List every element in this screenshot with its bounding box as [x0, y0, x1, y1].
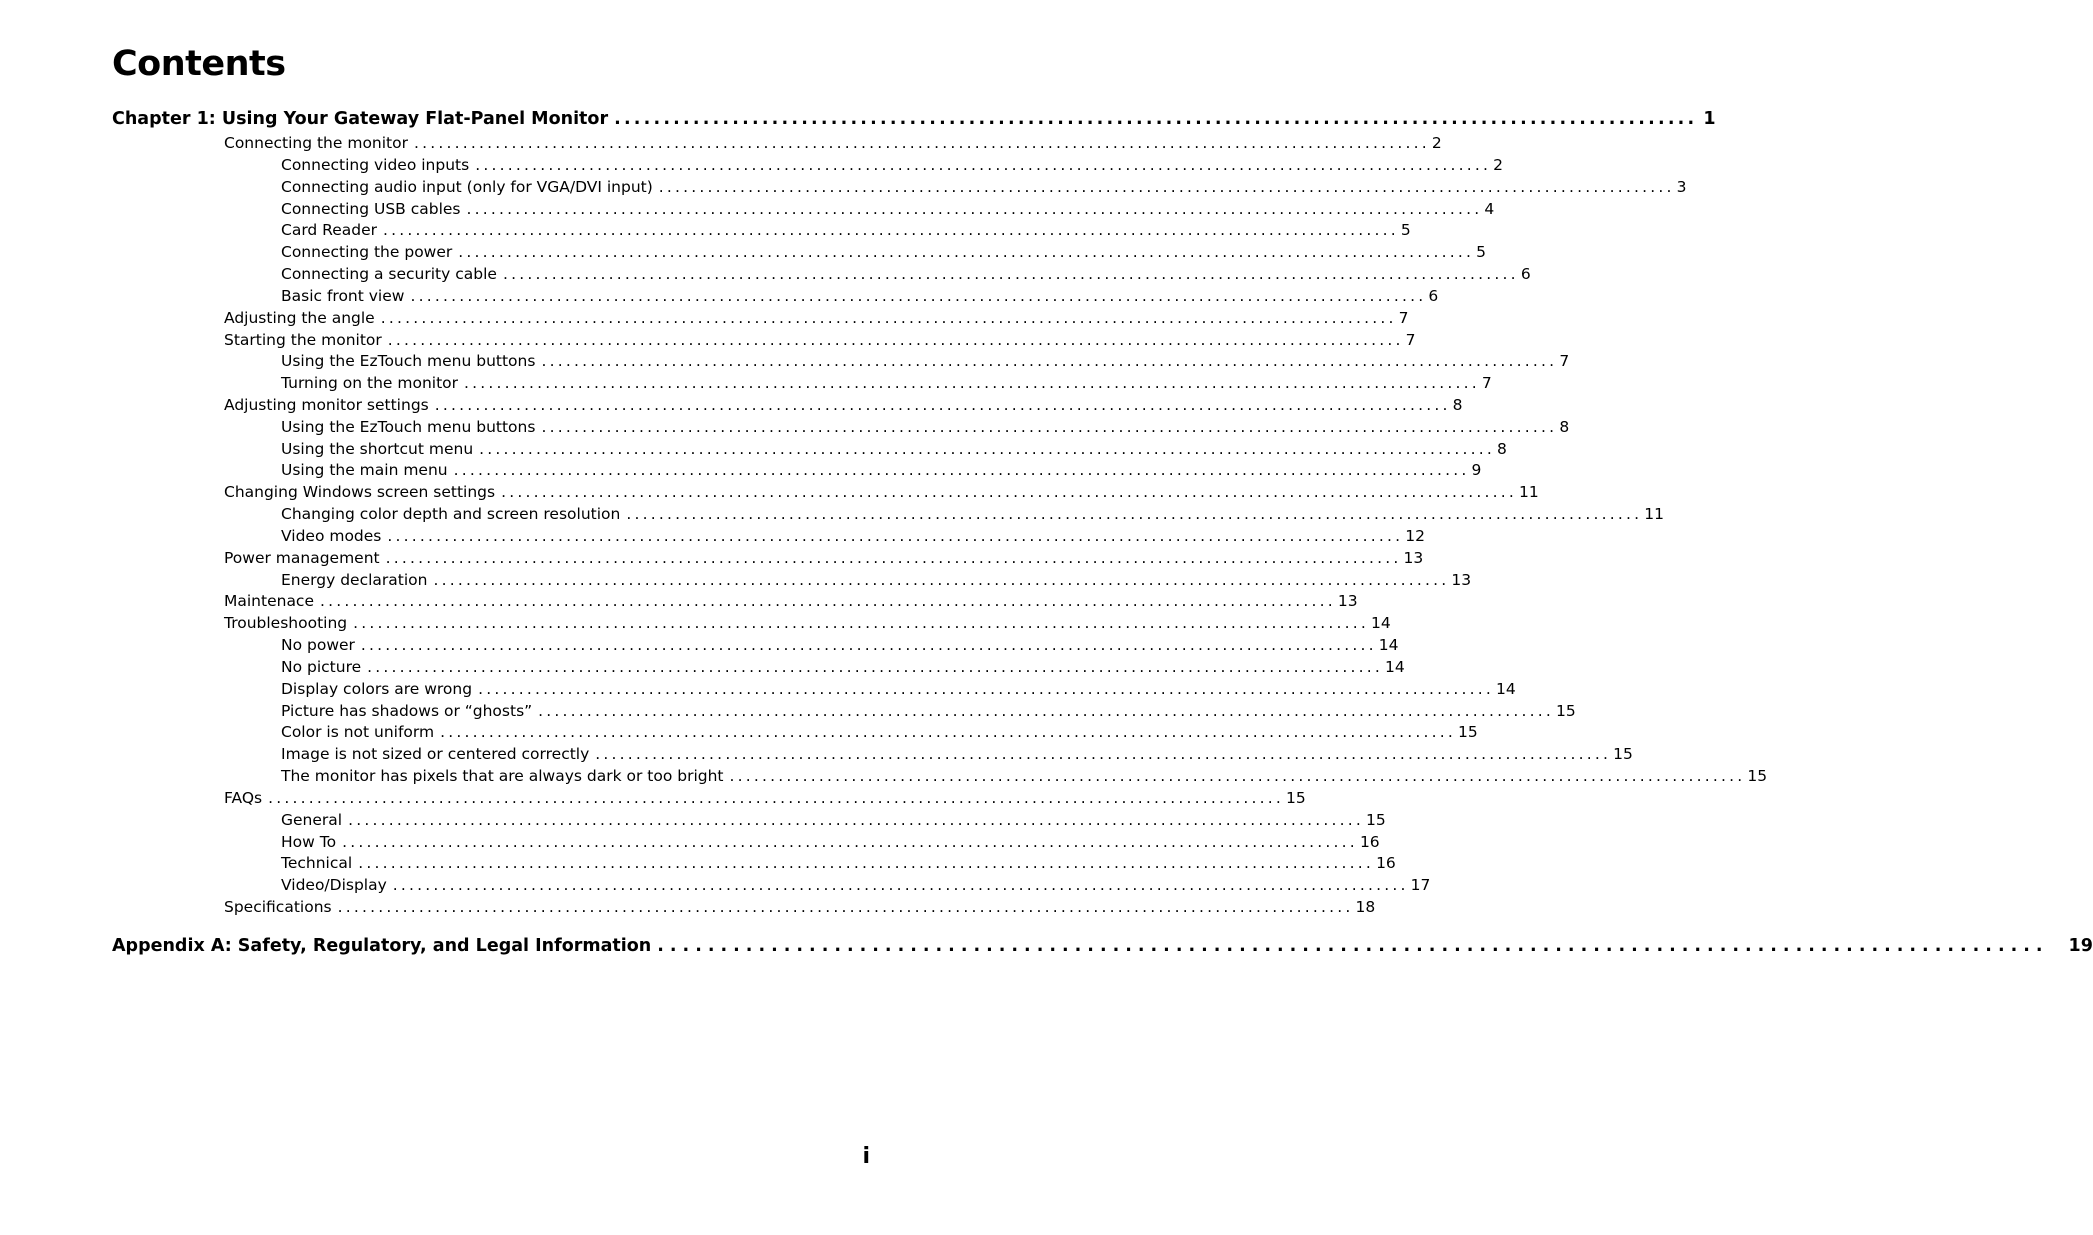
toc-label: Image is not sized or centered correctly: [281, 745, 590, 763]
toc-page-number: 13: [1451, 571, 1472, 589]
toc-page-number: 15: [1747, 767, 1768, 785]
toc-label: Basic front view: [281, 287, 405, 305]
toc-label: Using the EzTouch menu buttons: [281, 418, 536, 436]
toc-label: Energy declaration: [281, 571, 428, 589]
toc-chapter-prefix: Chapter 1:: [112, 109, 216, 129]
dot-leader: .............................................................................................................................: [414, 134, 1430, 152]
toc-page-number: 8: [1559, 418, 1570, 436]
toc-page-number: 18: [1355, 898, 1376, 916]
toc-label: Maintenace: [224, 592, 314, 610]
toc-entry[interactable]: [281, 852, 1396, 874]
toc-entry[interactable]: [281, 219, 1411, 241]
toc-label: No picture: [281, 658, 362, 676]
toc-page-number: 8: [1497, 440, 1507, 458]
dot-leader: .............................................................................................................................: [387, 331, 1404, 349]
toc-page-number: 16: [1359, 833, 1380, 851]
toc-chapter-1[interactable]: [112, 106, 1716, 132]
toc-label: Video/Display: [281, 876, 387, 894]
toc-label: Card Reader: [281, 221, 378, 239]
toc-entry[interactable]: [224, 896, 1376, 918]
dot-leader: .............................................................................................................................: [626, 505, 1643, 523]
toc-label: Connecting USB cables: [281, 200, 461, 218]
toc-label: Changing Windows screen settings: [224, 483, 496, 501]
toc-label: FAQs: [224, 789, 263, 807]
dot-leader: .............................................................................................................................: [380, 309, 1397, 327]
toc-label: The monitor has pixels that are always dark or too bright: [281, 767, 724, 785]
toc-label: Using the shortcut menu: [281, 440, 474, 458]
toc-page-number: 1: [1703, 109, 1716, 129]
toc-label: Specifications: [224, 898, 332, 916]
toc-entry[interactable]: [281, 700, 1576, 722]
toc-page-number: 11: [1518, 483, 1539, 501]
toc-entry[interactable]: [281, 765, 1768, 787]
toc-entry[interactable]: [281, 350, 1570, 372]
dot-leader: .............................................................................................................................: [478, 680, 1494, 698]
toc-entry[interactable]: [224, 590, 1358, 612]
toc-entry[interactable]: [224, 329, 1416, 351]
toc-page-number: 15: [1457, 723, 1478, 741]
toc-label: Using the EzTouch menu buttons: [281, 352, 536, 370]
toc-page-number: 7: [1405, 331, 1416, 349]
toc-entry[interactable]: [281, 241, 1487, 263]
dot-leader: .............................................................................................................................: [353, 614, 1369, 632]
toc-label: General: [281, 811, 343, 829]
toc-entry[interactable]: [281, 198, 1495, 220]
dot-leader: .............................................................................................................................: [658, 178, 1675, 196]
dot-leader: .............................................................................................................................: [440, 723, 1456, 741]
toc-page-number: 13: [1403, 549, 1424, 567]
toc-page-number: 15: [1365, 811, 1386, 829]
toc-page-number: 7: [1398, 309, 1409, 327]
toc-entry[interactable]: [281, 263, 1531, 285]
toc-page-number: 14: [1495, 680, 1516, 698]
toc-page-number: 15: [1556, 702, 1576, 720]
toc-entry[interactable]: [281, 438, 1507, 460]
toc-entry[interactable]: [224, 612, 1391, 634]
toc-page-number: 6: [1428, 287, 1439, 305]
dot-leader: .............................................................................................................................: [268, 789, 1284, 807]
toc-page-number: 14: [1371, 614, 1391, 632]
toc-entry[interactable]: [281, 372, 1492, 394]
toc-label: Technical: [281, 854, 353, 872]
toc-label: Adjusting the angle: [224, 309, 375, 327]
toc-label: Connecting the power: [281, 243, 453, 261]
toc-page-number: 14: [1378, 636, 1399, 654]
toc-label: Connecting audio input (only for VGA/DVI input): [281, 178, 653, 196]
dot-leader: .............................................................................................................................: [538, 702, 1555, 720]
toc-label: How To: [281, 833, 337, 851]
dot-leader: .............................................................................................................................: [433, 571, 1450, 589]
toc-page-number: 15: [1285, 789, 1306, 807]
toc-page-number: 12: [1405, 527, 1425, 545]
dot-leader: .............................................................................................................................: [320, 592, 1336, 610]
dot-leader: .............................................................................................................................: [595, 745, 1612, 763]
dot-leader: .............................................................................................................................: [367, 658, 1384, 676]
toc-entry[interactable]: [281, 459, 1482, 481]
dot-leader: .............................................................................................................................: [358, 854, 1375, 872]
toc-entry[interactable]: [281, 634, 1399, 656]
toc-entry[interactable]: [224, 394, 1463, 416]
toc-page-number: 17: [1410, 876, 1431, 894]
toc-entry[interactable]: [281, 416, 1570, 438]
toc-entry[interactable]: [281, 569, 1472, 591]
dot-leader: ..............................................................................................................: [614, 109, 1698, 129]
toc-page-number: 19: [2068, 936, 2093, 956]
toc-label: Troubleshooting: [224, 614, 348, 632]
toc-entry[interactable]: [281, 678, 1516, 700]
toc-entry[interactable]: [281, 656, 1405, 678]
dot-leader: .............................................................................................................................: [466, 200, 1483, 218]
dot-leader: .............................................................................................................................: [479, 440, 1496, 458]
dot-leader: .............................................................................................................................: [729, 767, 1746, 785]
toc-page-number: 15: [1613, 745, 1633, 763]
dot-leader: .............................................................................................................................: [434, 396, 1451, 414]
toc-label: [112, 933, 657, 959]
toc-entry[interactable]: [281, 831, 1380, 853]
toc-page-number: 5: [1400, 221, 1411, 239]
toc-label: Picture has shadows or “ghosts”: [281, 702, 533, 720]
toc-entry[interactable]: [281, 285, 1439, 307]
toc-entry[interactable]: [281, 874, 1431, 896]
dot-leader: .............................................................................................................................: [453, 461, 1470, 479]
toc-appendix-prefix: Appendix A:: [112, 936, 232, 956]
dot-leader: .............................................................................................................................: [392, 876, 1409, 894]
toc-entry[interactable]: [281, 154, 1503, 176]
toc-entry[interactable]: [224, 307, 1409, 329]
dot-leader: .............................................................................................................................: [458, 243, 1475, 261]
dot-leader: .............................................................................................................................: [383, 221, 1399, 239]
toc-page-number: 7: [1559, 352, 1570, 370]
toc-entry[interactable]: [281, 743, 1633, 765]
page-folio: i: [862, 1144, 870, 1169]
toc-label: Display colors are wrong: [281, 680, 473, 698]
dot-leader: .............................................................................................................................: [348, 811, 1364, 829]
toc-page-number: 14: [1385, 658, 1405, 676]
toc-label: Connecting a security cable: [281, 265, 497, 283]
toc-label: No power: [281, 636, 355, 654]
toc-entry[interactable]: [281, 503, 1664, 525]
toc-page-number: 16: [1376, 854, 1396, 872]
toc-label: Connecting video inputs: [281, 156, 470, 174]
dot-leader: .............................................................................................................................: [464, 374, 1480, 392]
toc-page-number: 9: [1471, 461, 1482, 479]
toc-entry[interactable]: [281, 809, 1386, 831]
dot-leader: .............................................................................................................................: [337, 898, 1354, 916]
toc-page-number: 11: [1644, 505, 1664, 523]
toc-label: Using the main menu: [281, 461, 448, 479]
dot-leader: .............................................................................................................................: [342, 833, 1358, 851]
toc-label: Color is not uniform: [281, 723, 435, 741]
toc-entry[interactable]: [224, 787, 1306, 809]
toc-appendix-a[interactable]: [112, 933, 2093, 959]
dot-leader: .............................................................................................................................: [501, 483, 1517, 501]
toc-entry[interactable]: [281, 525, 1425, 547]
toc-label: Connecting the monitor: [224, 134, 408, 152]
toc-entry[interactable]: [224, 547, 1424, 569]
dot-leader: .............................................................................................................................: [475, 156, 1492, 174]
toc-entry[interactable]: [281, 176, 1687, 198]
toc-page-number: 2: [1493, 156, 1503, 174]
dot-leader: ..............................................................................................................: [657, 936, 2049, 956]
toc-label: [112, 106, 614, 132]
toc-page-number: 3: [1676, 178, 1687, 196]
toc-appendix-title: Safety, Regulatory, and Legal Information: [237, 936, 652, 956]
dot-leader: .............................................................................................................................: [410, 287, 1427, 305]
toc-page-number: 13: [1337, 592, 1358, 610]
dot-leader: .............................................................................................................................: [541, 352, 1558, 370]
toc-page-number: 7: [1481, 374, 1492, 392]
page-title: Contents: [112, 44, 286, 84]
toc-label: Adjusting monitor settings: [224, 396, 429, 414]
dot-leader: .............................................................................................................................: [360, 636, 1377, 654]
toc-entry[interactable]: [224, 132, 1442, 154]
toc-chapter-title: Using Your Gateway Flat-Panel Monitor: [221, 109, 609, 129]
toc-page-number: 2: [1431, 134, 1442, 152]
toc-label: Changing color depth and screen resolution: [281, 505, 621, 523]
dot-leader: .............................................................................................................................: [387, 527, 1404, 545]
toc-page-number: 6: [1520, 265, 1531, 283]
toc-page-number: 4: [1484, 200, 1495, 218]
toc-entry[interactable]: [281, 721, 1478, 743]
toc-label: Power management: [224, 549, 380, 567]
toc-entry[interactable]: [224, 481, 1539, 503]
toc-page-number: 8: [1452, 396, 1463, 414]
toc-page-number: 5: [1476, 243, 1487, 261]
dot-leader: .............................................................................................................................: [502, 265, 1519, 283]
toc-label: Starting the monitor: [224, 331, 382, 349]
dot-leader: .............................................................................................................................: [385, 549, 1402, 567]
dot-leader: .............................................................................................................................: [541, 418, 1558, 436]
toc-label: Video modes: [281, 527, 382, 545]
toc-label: Turning on the monitor: [281, 374, 459, 392]
